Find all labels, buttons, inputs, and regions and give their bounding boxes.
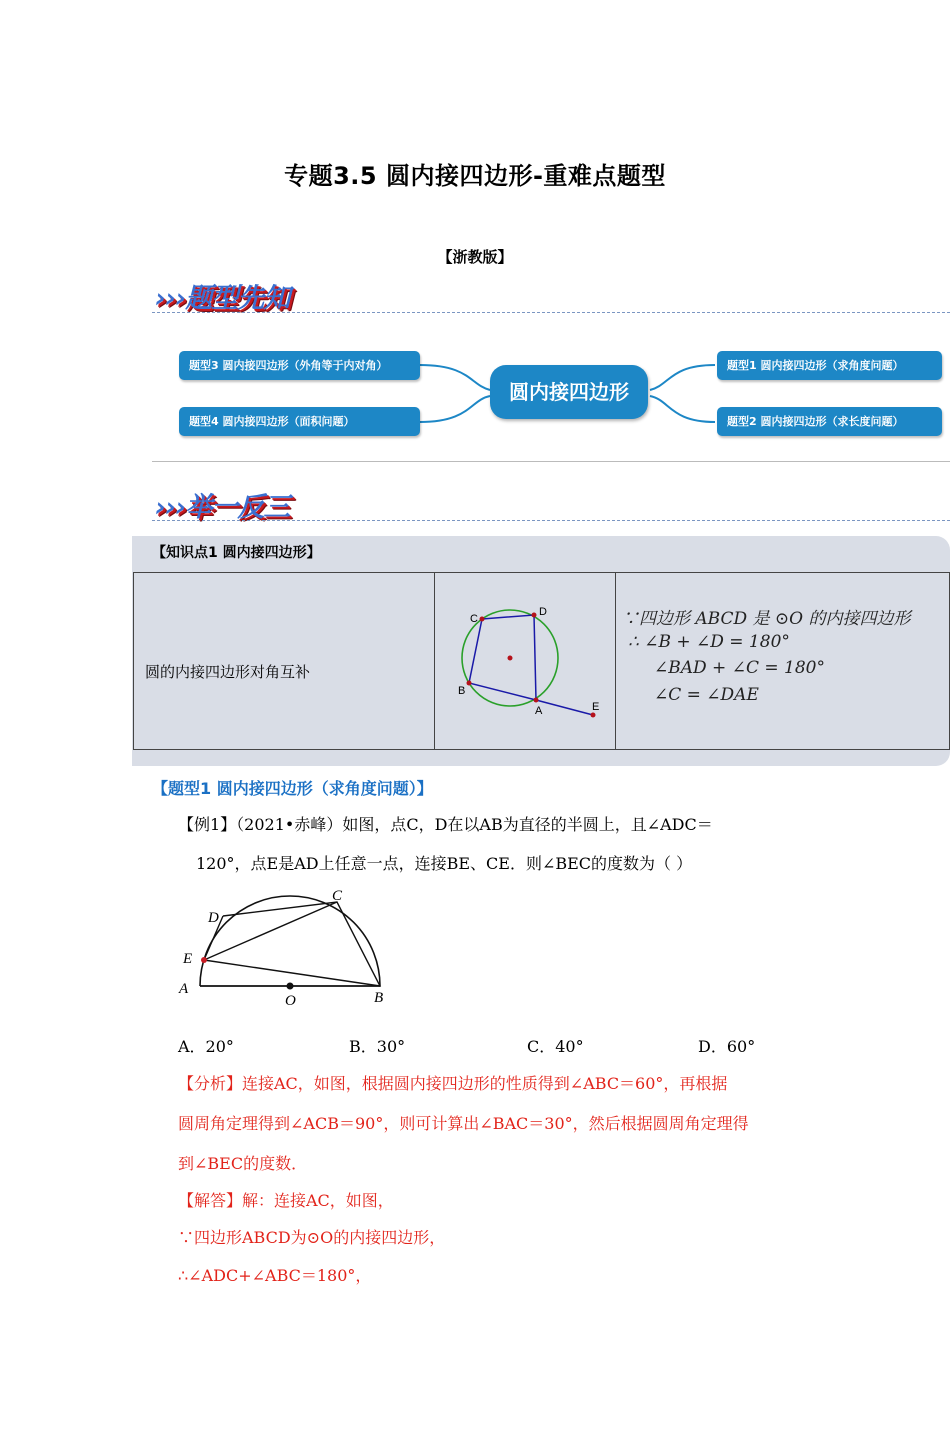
fig1-label-d: D	[539, 606, 547, 618]
cyclic-quadrilateral-figure	[435, 573, 615, 749]
mindmap-node-type4: 题型4 圆内接四边形（面积问题）	[179, 407, 420, 436]
option-a: A．20°	[178, 1037, 234, 1056]
example-line-2: 120°，点E是AD上任意一点，连接BE、CE．则∠BEC的度数为（ ）	[196, 854, 693, 873]
type1-heading: 【题型1 圆内接四边形（求角度问题）】	[152, 779, 433, 798]
fig2-label-o: O	[285, 993, 296, 1009]
analysis-line-2: 圆周角定理得到∠ACB＝90°，则可计算出∠BAC＝30°，然后根据圆周角定理得	[178, 1114, 749, 1133]
fig2-label-a: A	[179, 981, 189, 997]
knowledge-header: 【知识点1 圆内接四边形】	[152, 545, 321, 561]
mindmap-node-type1: 题型1 圆内接四边形（求角度问题）	[717, 351, 942, 380]
fig1-label-b: B	[458, 685, 466, 697]
option-b: B．30°	[349, 1037, 406, 1056]
fig2-label-e: E	[183, 951, 193, 967]
divider-dashed	[152, 312, 950, 313]
analysis-line-3: 到∠BEC的度数．	[178, 1154, 308, 1173]
edition-label: 【浙教版】	[437, 248, 513, 266]
fig1-label-a: A	[535, 705, 543, 717]
banner-examples: ›››举一反三	[155, 492, 290, 523]
fig2-label-b: B	[374, 990, 384, 1006]
divider-solid	[152, 461, 950, 462]
proof-line-4: ∠C = ∠DAE	[654, 685, 759, 705]
fig1-label-e: E	[592, 701, 600, 713]
proof-line-3: ∠BAD + ∠C = 180°	[654, 658, 825, 678]
solution-line-1: 【解答】解：连接AC，如图，	[178, 1191, 394, 1210]
divider-dashed-2	[152, 520, 950, 521]
mindmap-node-type3: 题型3 圆内接四边形（外角等于内对角）	[179, 351, 420, 380]
mindmap-node-type2: 题型2 圆内接四边形（求长度问题）	[717, 407, 942, 436]
fig2-label-c: C	[332, 888, 343, 904]
banner-type-preview: ›››题型先知	[155, 283, 290, 314]
knowledge-statement: 圆的内接四边形对角互补	[145, 663, 311, 681]
mindmap-center: 圆内接四边形	[490, 365, 648, 419]
fig1-label-c: C	[470, 613, 478, 625]
option-d: D．60°	[698, 1037, 756, 1056]
analysis-line-1: 【分析】连接AC，如图，根据圆内接四边形的性质得到∠ABC＝60°，再根据	[178, 1074, 728, 1093]
proof-line-1: ∵四边形 ABCD 是 ⊙O 的内接四边形	[622, 609, 911, 629]
proof-line-2: ∴ ∠B + ∠D = 180°	[628, 632, 790, 652]
example-line-1: 【例1】（2021•赤峰）如图，点C，D在以AB为直径的半圆上，且∠ADC＝	[178, 815, 713, 834]
option-c: C．40°	[527, 1037, 584, 1056]
page-title: 专题3.5 圆内接四边形-重难点题型	[284, 162, 666, 190]
solution-line-3: ∴∠ADC+∠ABC＝180°，	[178, 1266, 372, 1285]
fig2-label-d: D	[208, 910, 219, 926]
semicircle-figure	[175, 880, 405, 1015]
solution-line-2: ∵四边形ABCD为⊙O的内接四边形，	[178, 1228, 446, 1247]
